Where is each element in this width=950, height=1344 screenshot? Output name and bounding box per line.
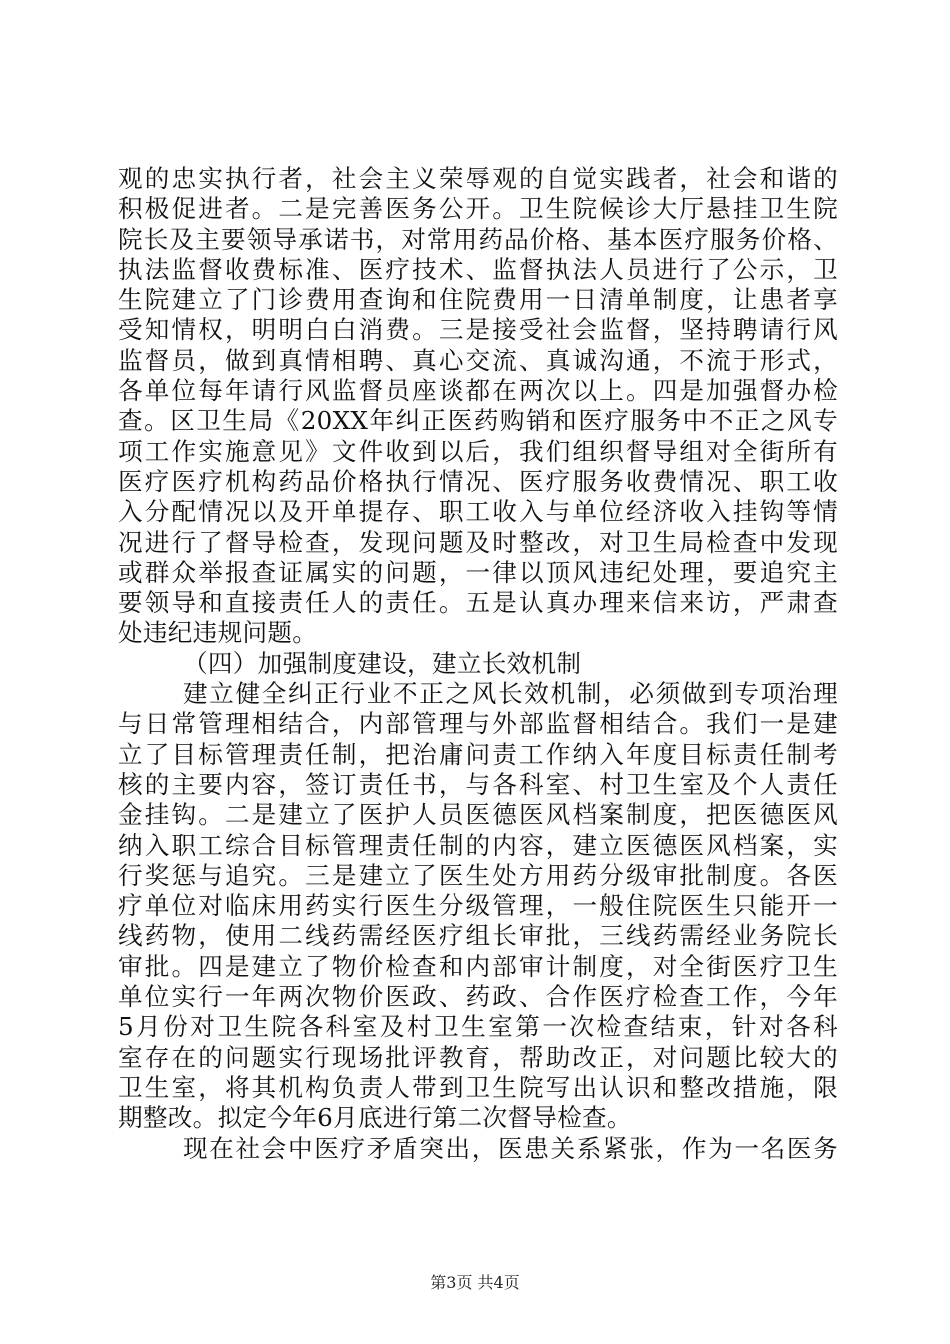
section-heading: （四）加强制度建设，建立长效机制 — [183, 648, 582, 678]
paragraph-line: 处违纪违规问题。 — [118, 618, 318, 648]
paragraph-line: 单位实行一年两次物价医政、药政、合作医疗检查工作，今年 — [118, 982, 838, 1012]
document-body — [118, 164, 838, 1164]
paragraph-line: 项工作实施意见》文件收到以后，我们组织督导组对全街所有 — [118, 436, 838, 466]
paragraph-line: 核的主要内容，签订责任书，与各科室、村卫生室及个人责任 — [118, 769, 838, 799]
paragraph-line: 受知情权，明明白白消费。三是接受社会监督，坚持聘请行风 — [118, 315, 838, 345]
paragraph-line: 与日常管理相结合，内部管理与外部监督相结合。我们一是建 — [118, 709, 838, 739]
paragraph-line: 纳入职工综合目标管理责任制的内容，建立医德医风档案，实 — [118, 830, 838, 860]
paragraph-line: 期整改。拟定今年6月底进行第二次督导检查。 — [118, 1103, 632, 1133]
paragraph-line: 5月份对卫生院各科室及村卫生室第一次检查结束，针对各科 — [118, 1012, 838, 1042]
paragraph-line: 建立健全纠正行业不正之风长效机制，必须做到专项治理 — [183, 679, 838, 709]
paragraph-line: 疗单位对临床用药实行医生分级管理，一般住院医生只能开一 — [118, 891, 838, 921]
paragraph-line: 行奖惩与追究。三是建立了医生处方用药分级审批制度。各医 — [118, 860, 838, 890]
paragraph-line: 查。区卫生局《20XX年纠正医药购销和医疗服务中不正之风专 — [118, 406, 838, 436]
paragraph-line: 卫生室，将其机构负责人带到卫生院写出认识和整改措施，限 — [118, 1072, 838, 1102]
paragraph-line: 况进行了督导检查，发现问题及时整改，对卫生局检查中发现 — [118, 527, 838, 557]
paragraph-line: 院长及主要领导承诺书，对常用药品价格、基本医疗服务价格、 — [118, 224, 838, 254]
paragraph-line: 审批。四是建立了物价检查和内部审计制度，对全街医疗卫生 — [118, 951, 838, 981]
page-number-footer: 第3页 共4页 — [430, 1273, 520, 1292]
paragraph-line: 观的忠实执行者，社会主义荣辱观的自觉实践者，社会和谐的 — [118, 164, 838, 193]
paragraph-line: 立了目标管理责任制，把治庸问责工作纳入年度目标责任制考 — [118, 739, 838, 769]
paragraph-line: 积极促进者。二是完善医务公开。卫生院候诊大厅悬挂卫生院 — [118, 194, 838, 224]
paragraph-line: 金挂钩。二是建立了医护人员医德医风档案制度，把医德医风 — [118, 800, 838, 830]
paragraph-line: 入分配情况以及开单提存、职工收入与单位经济收入挂钩等情 — [118, 497, 838, 527]
paragraph-line: 线药物，使用二线药需经医疗组长审批，三线药需经业务院长 — [118, 921, 838, 951]
paragraph-line: 现在社会中医疗矛盾突出，医患关系紧张，作为一名医务 — [183, 1133, 838, 1163]
paragraph-line: 各单位每年请行风监督员座谈都在两次以上。四是加强督办检 — [118, 376, 838, 406]
paragraph-line: 或群众举报查证属实的问题，一律以顶风违纪处理，要追究主 — [118, 557, 838, 587]
paragraph-line: 监督员，做到真情相聘、真心交流、真诚沟通，不流于形式， — [118, 345, 838, 375]
paragraph-line: 医疗医疗机构药品价格执行情况、医疗服务收费情况、职工收 — [118, 466, 838, 496]
paragraph-line: 室存在的问题实行现场批评教育，帮助改正，对问题比较大的 — [118, 1042, 838, 1072]
paragraph-line: 生院建立了门诊费用查询和住院费用一日清单制度，让患者享 — [118, 285, 838, 315]
paragraph-line: 执法监督收费标准、医疗技术、监督执法人员进行了公示，卫 — [118, 254, 838, 284]
paragraph-line: 要领导和直接责任人的责任。五是认真办理来信来访，严肃查 — [118, 588, 838, 618]
